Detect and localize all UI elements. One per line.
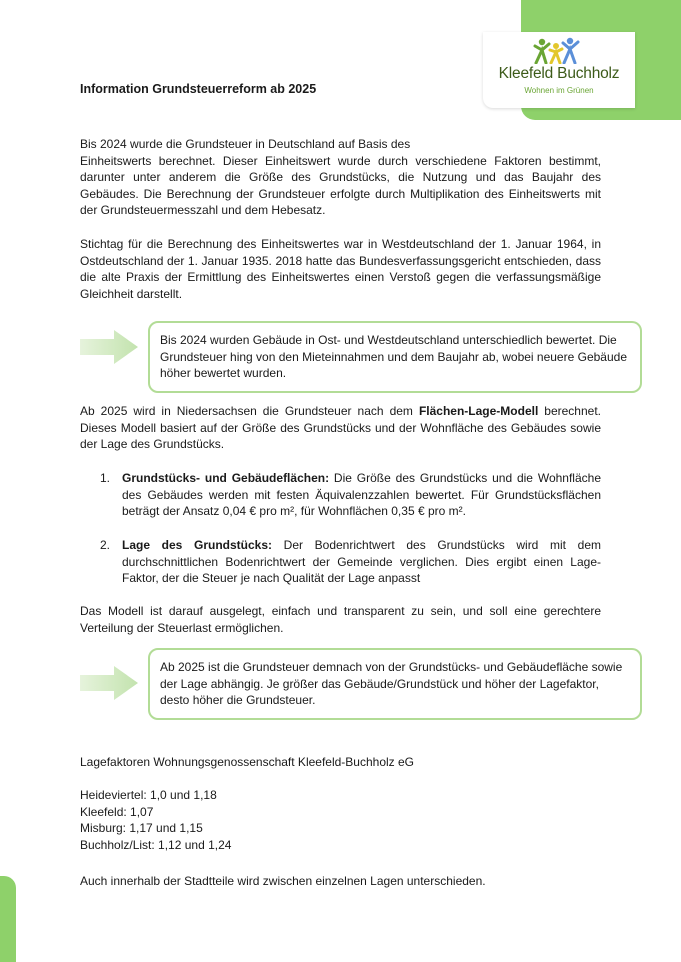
paragraph-1-body: Einheitswerts berechnet. Dieser Einheitswert wurde durch verschiedene Faktoren bestimmt, darunter unter anderem die Größe des Grundstücks, die Nutzung und das Baujahr des Gebäudes. Die Berechnung der Grundsteuer erfolgte durch Multiplikation des Einheitswerts mit der Grundsteuermesszahl und dem Hebesatz. — [80, 153, 601, 217]
list-item-heading: Lage des Grundstücks: — [122, 538, 273, 552]
callout-box-2: Ab 2025 ist die Grundsteuer demnach von der Grundstücks- und Gebäudefläche sowie der Lage abhängig. Je größer das Gebäude/Grundstück und höher der Lagefaktor, desto höher die Grundsteuer. — [148, 648, 642, 720]
bottom-left-accent-bar — [0, 876, 16, 962]
document-title: Information Grundsteuerreform ab 2025 — [80, 82, 317, 96]
callout-box-1: Bis 2024 wurden Gebäude in Ost- und Westdeutschland unterschiedlich bewertet. Die Grundsteuer hing von den Mieteinnahmen und dem Baujahr ab, wobei neuere Gebäude höher bewertet wurden. — [148, 321, 642, 393]
lagefaktor-item: Heideviertel: 1,0 und 1,18 — [80, 788, 217, 802]
paragraph-3-model-name: Flächen-Lage-Modell — [418, 404, 539, 418]
lagefaktoren-header: Lagefaktoren Wohnungsgenossenschaft Kleefeld-Buchholz eG — [80, 755, 415, 769]
list-item-heading: Grundstücks- und Gebäudeflächen: — [122, 471, 330, 485]
paragraph-3-after: berechnet. Dieses Modell basiert auf der Größe des Grundstücks und der Wohnfläche des Gebäudes sowie der Lage des Grundstücks. — [80, 404, 601, 451]
paragraph-3-before: Ab 2025 wird in Niedersachsen die Grundsteuer nach dem — [80, 404, 419, 418]
paragraph-1-first-line: Bis 2024 wurde die Grundsteuer in Deutschland auf Basis des — [80, 137, 411, 151]
list-item-text: Der Bodenrichtwert des Grundstücks wird mit dem durchschnittlichen Bodenrichtwert der Gemeinde verglichen. Dies ergibt einen Lage-Faktor, der die Steuer je nach Qualität der Lage anpasst — [122, 538, 602, 585]
paragraph-2: Stichtag für die Berechnung des Einheitswertes war in Westdeutschland der 1. Januar 1964, in Ostdeutschland der 1. Januar 1935. 2018 hatte das Bundesverfassungsgericht entschieden, dass die alte Praxis der Ermittlung des Einheitswertes einen Verstoß gegen die verfassungsmäßige Gleichheit darstellt. — [80, 237, 601, 301]
list-item-marker: 1. — [100, 471, 111, 485]
logo-figures-icon — [530, 36, 586, 64]
list-item-marker: 2. — [100, 538, 111, 552]
list-item-text: Die Größe des Grundstücks und die Wohnfläche des Gebäudes werden mit festen Äquivalenzzahlen bewertet. Für Grundstücksflächen beträgt der Ansatz 0,04 € pro m², für Wohnflächen 0,35 € pro m². — [122, 471, 601, 518]
paragraph-5: Auch innerhalb der Stadtteile wird zwischen einzelnen Lagen unterschieden. — [80, 874, 486, 888]
paragraph-4: Das Modell ist darauf ausgelegt, einfach und transparent zu sein, und soll eine gerechtere Verteilung der Steuerlast ermöglichen. — [80, 604, 601, 635]
lagefaktor-item: Misburg: 1,17 und 1,15 — [80, 821, 203, 835]
logo-tagline: Wohnen im Grünen — [524, 86, 594, 95]
paragraph-1 — [80, 136, 601, 219]
list-item — [100, 470, 601, 520]
list-item — [100, 537, 601, 587]
lagefaktor-item: Buchholz/List: 1,12 und 1,24 — [80, 837, 232, 852]
paragraph-3 — [80, 403, 601, 453]
lagefaktor-item: Kleefeld: 1,07 — [80, 804, 154, 819]
lagefaktoren-list — [80, 787, 601, 853]
arrow-right-icon — [80, 330, 138, 364]
logo-name: Kleefeld Buchholz — [498, 65, 620, 82]
arrow-right-icon — [80, 666, 138, 700]
